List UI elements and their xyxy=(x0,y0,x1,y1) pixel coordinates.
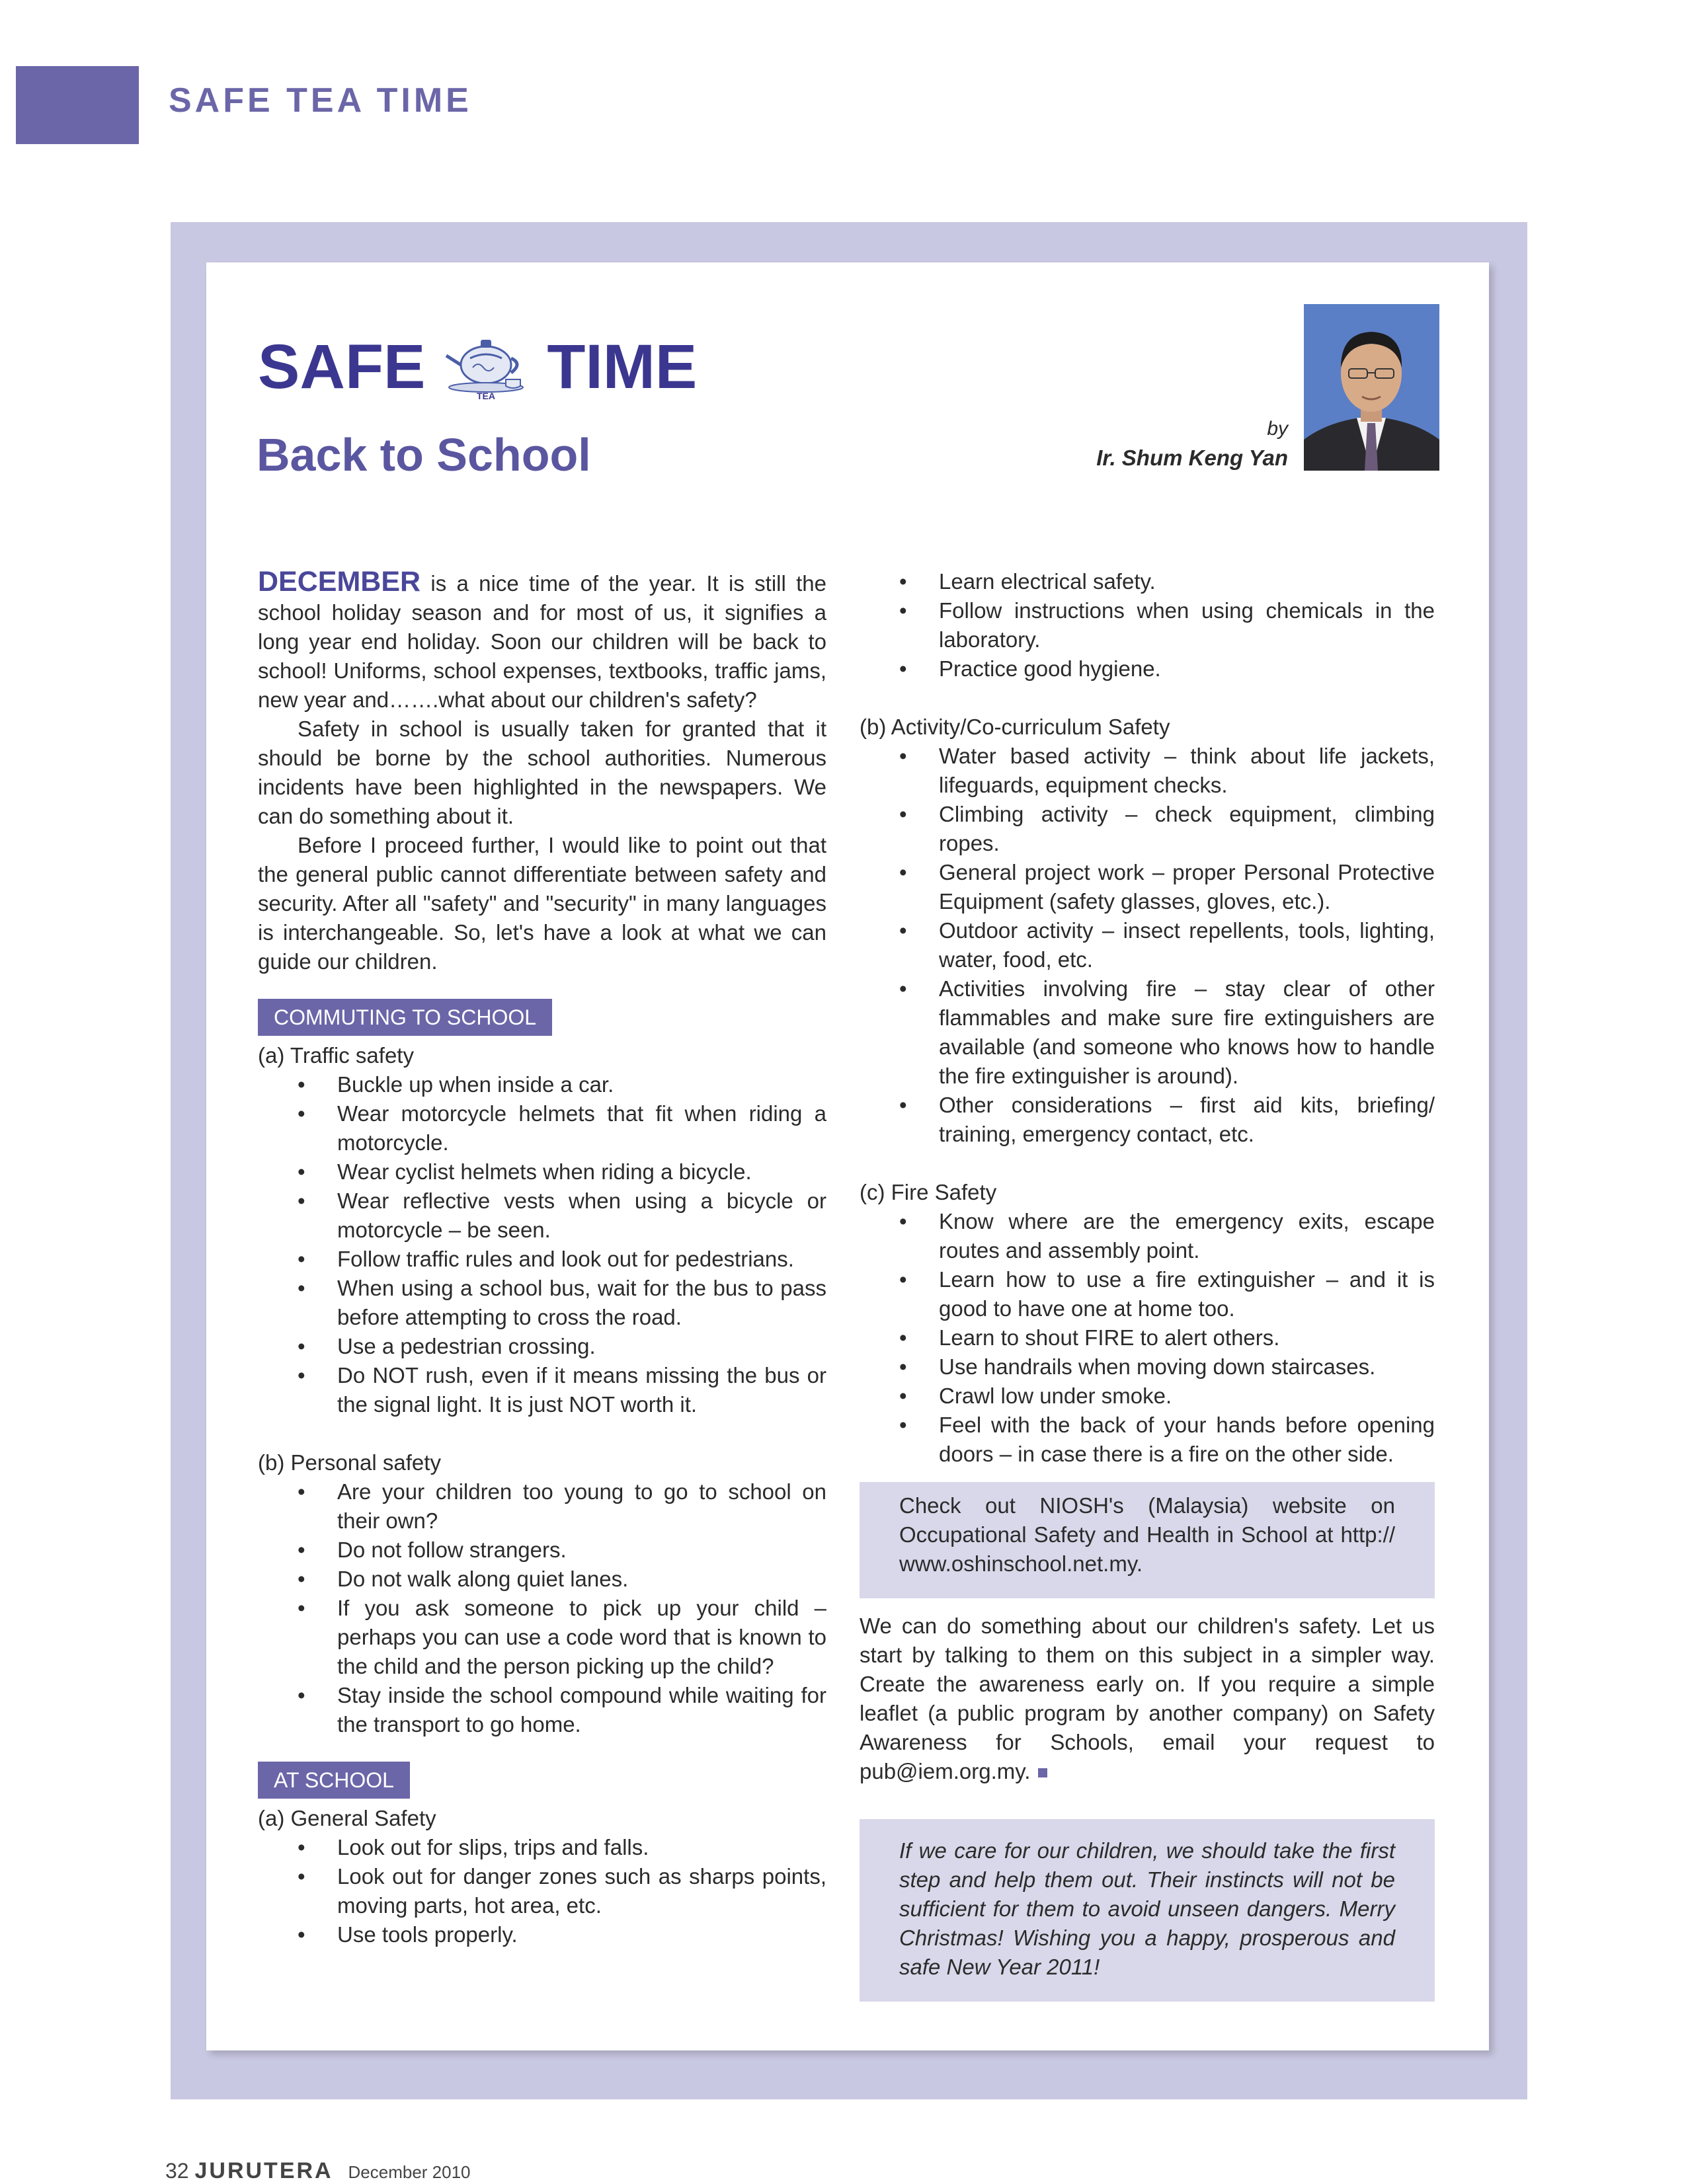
magazine-name: JURUTERA xyxy=(194,2158,333,2183)
list-item: • Do not follow strangers. xyxy=(258,1536,826,1565)
intro-text: is a nice time of the year. It is still the school holiday season and for most of us, it signifies a long year end holiday. Soon our children will be back to school! Uniforms, school expenses, textbooks, traffic jams, new year and…….what about our children's safety? xyxy=(258,571,826,712)
list-item: • Use handrails when moving down staircases. xyxy=(860,1352,1435,1382)
list-item: • Learn electrical safety. xyxy=(860,567,1435,596)
paragraph-2: Safety in school is usually taken for granted that it should be borne by the school authorities. Numerous incidents have been highlighted in the newspapers. We can do something about it. xyxy=(258,717,826,828)
commuting-heading: COMMUTING TO SCHOOL xyxy=(258,999,552,1036)
activity-safety-title: (b) Activity/Co-curriculum Safety xyxy=(860,715,1170,739)
fire-safety-title: (c) Fire Safety xyxy=(860,1180,997,1204)
list-item: • Know where are the emergency exits, escape routes and assembly point. xyxy=(860,1207,1435,1265)
traffic-safety-title: (a) Traffic safety xyxy=(258,1043,414,1068)
list-item: • Feel with the back of your hands before opening doors – in case there is a fire on the other side. xyxy=(860,1411,1435,1469)
author-name: Ir. Shum Keng Yan xyxy=(1096,446,1288,470)
logo-time: TIME xyxy=(547,331,698,402)
list-item: • Look out for danger zones such as sharps points, moving parts, hot area, etc. xyxy=(258,1862,826,1920)
right-column xyxy=(860,567,1435,2002)
niosh-callout-text: Check out NIOSH's (Malaysia) website on Occupational Safety and Health in School at http:// www.oshinschool.net.my. xyxy=(899,1493,1395,1576)
intro-paragraph xyxy=(258,567,826,715)
logo-tea-label: TEA xyxy=(477,391,496,401)
list-item: • Water based activity – think about life jackets, lifeguards, equipment checks. xyxy=(860,742,1435,800)
general-safety-title: (a) General Safety xyxy=(258,1806,436,1830)
niosh-callout xyxy=(860,1482,1435,1598)
byline-by: by xyxy=(1267,418,1288,440)
list-item: • Wear motorcycle helmets that fit when riding a motorcycle. xyxy=(258,1099,826,1157)
intro-lead-word: DECEMBER xyxy=(258,566,421,598)
page-number: 32 xyxy=(165,2159,189,2183)
list-item: • Activities involving fire – stay clear of other flammables and make sure fire extinguishers are available (and someone who knows how to handle the fire extinguisher is around). xyxy=(860,974,1435,1091)
personal-safety-title: (b) Personal safety xyxy=(258,1450,441,1475)
section-header: SAFE TEA TIME xyxy=(169,81,472,120)
list-item: • Learn to shout FIRE to alert others. xyxy=(860,1323,1435,1352)
list-item: • Outdoor activity – insect repellents, tools, lighting, water, food, etc. xyxy=(860,916,1435,974)
list-item: • Other considerations – first aid kits, briefing/ training, emergency contact, etc. xyxy=(860,1091,1435,1149)
wish-callout xyxy=(860,1819,1435,2002)
issue-date: December 2010 xyxy=(348,2162,471,2182)
left-column xyxy=(258,567,826,1949)
general-safety-list-continued xyxy=(860,567,1435,683)
fire-safety-list xyxy=(860,1207,1435,1469)
paragraph-3: Before I proceed further, I would like to point out that the general public cannot differentiate between safety and security. After all "safety" and "security" in many languages is interchangeable. So, let's have a look at what we can guide our children. xyxy=(258,833,826,974)
list-item: • Follow instructions when using chemicals in the laboratory. xyxy=(860,596,1435,654)
list-item: • Do not walk along quiet lanes. xyxy=(258,1565,826,1594)
traffic-safety-list xyxy=(258,1070,826,1419)
list-item: • Follow traffic rules and look out for pedestrians. xyxy=(258,1245,826,1274)
list-item: • Use tools properly. xyxy=(258,1920,826,1949)
at-school-heading: AT SCHOOL xyxy=(258,1762,410,1799)
article-logo xyxy=(258,331,697,403)
list-item: • Do NOT rush, even if it means missing the bus or the signal light. It is just NOT worth it. xyxy=(258,1361,826,1419)
end-mark xyxy=(1038,1768,1047,1777)
list-item: • Use a pedestrian crossing. xyxy=(258,1332,826,1361)
logo-safe: SAFE xyxy=(258,331,426,402)
list-item: • Stay inside the school compound while waiting for the transport to go home. xyxy=(258,1681,826,1739)
list-item: • Are your children too young to go to school on their own? xyxy=(258,1477,826,1536)
list-item: • Practice good hygiene. xyxy=(860,654,1435,683)
general-safety-list xyxy=(258,1833,826,1949)
closing-text: We can do something about our children's safety. Let us start by talking to them on this subject in a simpler way. Create the awareness early on. If you require a simple leaflet (a public program by another company) on Safety Awareness for Schools, email your request to pub@iem.org.my. xyxy=(860,1614,1435,1783)
list-item: • Look out for slips, trips and falls. xyxy=(258,1833,826,1862)
author-portrait-image xyxy=(1304,304,1439,471)
list-item: • If you ask someone to pick up your child – perhaps you can use a code word that is known to the child and the person picking up the child? xyxy=(258,1594,826,1681)
list-item: • General project work – proper Personal Protective Equipment (safety glasses, gloves, etc.). xyxy=(860,858,1435,916)
author-photo xyxy=(1304,304,1439,471)
section-color-block xyxy=(16,66,139,144)
activity-safety-list xyxy=(860,742,1435,1149)
list-item: • Crawl low under smoke. xyxy=(860,1382,1435,1411)
list-item: • Wear cyclist helmets when riding a bicycle. xyxy=(258,1157,826,1187)
teapot-icon xyxy=(440,331,532,403)
closing-paragraph xyxy=(860,1612,1435,1786)
list-item: • Climbing activity – check equipment, climbing ropes. xyxy=(860,800,1435,858)
list-item: • Learn how to use a fire extinguisher – and it is good to have one at home too. xyxy=(860,1265,1435,1323)
article-subtitle: Back to School xyxy=(257,429,591,481)
page-footer xyxy=(165,2158,471,2184)
personal-safety-list xyxy=(258,1477,826,1739)
list-item: • When using a school bus, wait for the bus to pass before attempting to cross the road. xyxy=(258,1274,826,1332)
list-item: • Wear reflective vests when using a bicycle or motorcycle – be seen. xyxy=(258,1187,826,1245)
wish-callout-text: If we care for our children, we should take the first step and help them out. Their instincts will not be sufficient for them to avoid unseen dangers. Merry Christmas! Wishing you a happy, prosperous and safe New Year 2011! xyxy=(899,1838,1395,1979)
list-item: • Buckle up when inside a car. xyxy=(258,1070,826,1099)
